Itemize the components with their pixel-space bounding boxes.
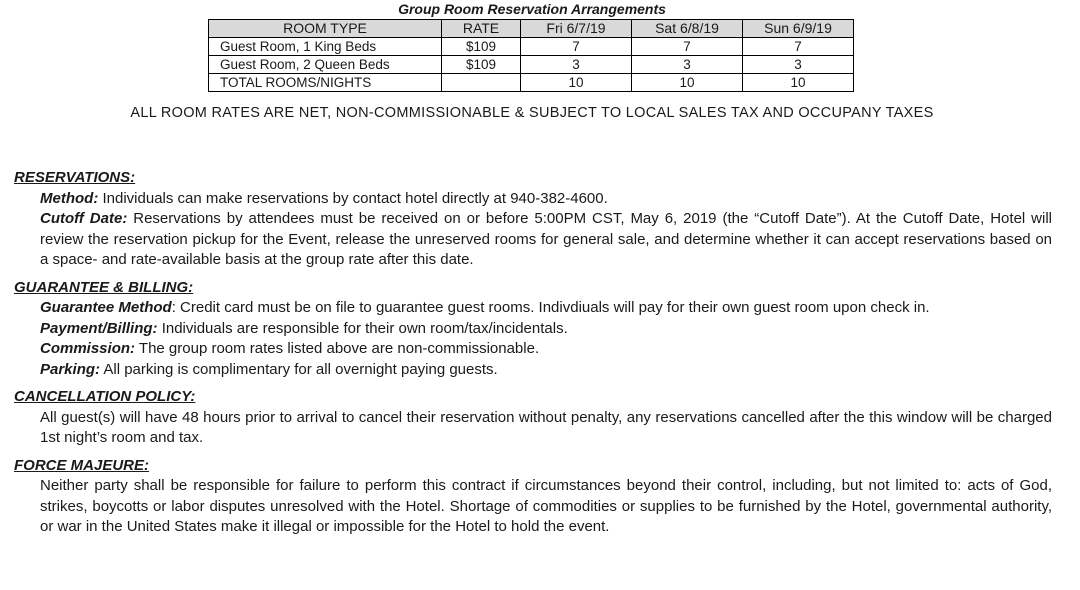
cutoff-text: Reservations by attendees must be received on or before 5:00PM CST, May 6, 2019 (the “Cutoff Date”). At the Cutoff Date, Hotel will review the reservation pickup for the Event, release the unreserved rooms for general sale, and determine whether it can accept reservations based on a space- and rate-available basis at the group rate after this date.: [40, 210, 1053, 268]
header-sun: Sun 6/9/19: [743, 20, 854, 38]
fri-cell: 3: [521, 56, 632, 74]
reservations-section: [14, 168, 1052, 271]
section-heading: CANCELLATION POLICY:: [14, 388, 196, 405]
room-type-cell: TOTAL ROOMS/NIGHTS: [209, 74, 442, 92]
table-total-row: [209, 74, 854, 92]
document-title: Group Room Reservation Arrangements: [398, 1, 666, 17]
force-majeure-text: Neither party shall be responsible for failure to perform this contract if circumstances beyond their control, including, but not limited to: acts of God, strikes, boycotts or labor disputes unresolved with the Hotel. Shortage of commodities or supplies to be furnished by the Hotel, governmental authority, or war in the United States make it illegal or impossible for the Hotel to hold the event.: [40, 477, 1052, 535]
sat-cell: 7: [632, 38, 743, 56]
header-rate: RATE: [442, 20, 521, 38]
fri-cell: 10: [521, 74, 632, 92]
sat-cell: 10: [632, 74, 743, 92]
parking-paragraph: [40, 360, 1052, 381]
force-majeure-section: [14, 456, 1052, 538]
sun-cell: 7: [743, 38, 854, 56]
table-header-row: [209, 20, 854, 38]
method-label: Method:: [40, 189, 99, 207]
cancellation-text: All guest(s) will have 48 hours prior to arrival to cancel their reservation without penalty, any reservations cancelled after the this window will be charged 1st night’s room and tax.: [40, 408, 1052, 446]
section-heading: RESERVATIONS:: [14, 169, 136, 186]
sat-cell: 3: [632, 56, 743, 74]
parking-label: Parking:: [40, 360, 101, 378]
guarantee-section: [14, 278, 1052, 381]
guarantee-paragraph: [40, 298, 1052, 319]
rate-cell: $109: [442, 38, 521, 56]
rate-cell: $109: [442, 56, 521, 74]
method-paragraph: [40, 189, 1052, 210]
payment-paragraph: [40, 319, 1052, 340]
method-text: Individuals can make reservations by contact hotel directly at 940-382-4600.: [98, 189, 608, 207]
header-fri: Fri 6/7/19: [521, 20, 632, 38]
rate-cell: [442, 74, 521, 92]
sun-cell: 3: [743, 56, 854, 74]
payment-label: Payment/Billing:: [40, 319, 158, 337]
room-type-cell: Guest Room, 2 Queen Beds: [209, 56, 442, 74]
sun-cell: 10: [743, 74, 854, 92]
cancellation-section: [14, 387, 1052, 449]
commission-text: The group room rates listed above are non-commissionable.: [135, 340, 540, 357]
table-row: [209, 56, 854, 74]
section-heading: FORCE MAJEURE:: [14, 456, 150, 474]
policy-sections: [14, 168, 1052, 545]
room-type-cell: Guest Room, 1 King Beds: [209, 38, 442, 56]
cutoff-paragraph: [40, 209, 1052, 271]
header-room-type: ROOM TYPE: [209, 20, 442, 38]
fri-cell: 7: [521, 38, 632, 56]
header-sat: Sat 6/8/19: [632, 20, 743, 38]
room-rates-table: [208, 19, 854, 92]
section-heading: GUARANTEE & BILLING:: [14, 278, 194, 296]
payment-text: Individuals are responsible for their own room/tax/incidentals.: [157, 319, 568, 337]
rates-note: ALL ROOM RATES ARE NET, NON-COMMISSIONABLE & SUBJECT TO LOCAL SALES TAX AND OCCUPANY TAXES: [130, 105, 934, 121]
table-row: [209, 38, 854, 56]
commission-paragraph: [40, 339, 1052, 360]
cutoff-label: Cutoff Date:: [40, 210, 128, 227]
commission-label: Commission:: [40, 340, 136, 357]
guarantee-text: : Credit card must be on file to guarantee guest rooms. Indivdiuals will pay for their own guest room upon check in.: [171, 299, 930, 316]
parking-text: All parking is complimentary for all overnight paying guests.: [100, 360, 498, 378]
guarantee-label: Guarantee Method: [40, 299, 172, 316]
